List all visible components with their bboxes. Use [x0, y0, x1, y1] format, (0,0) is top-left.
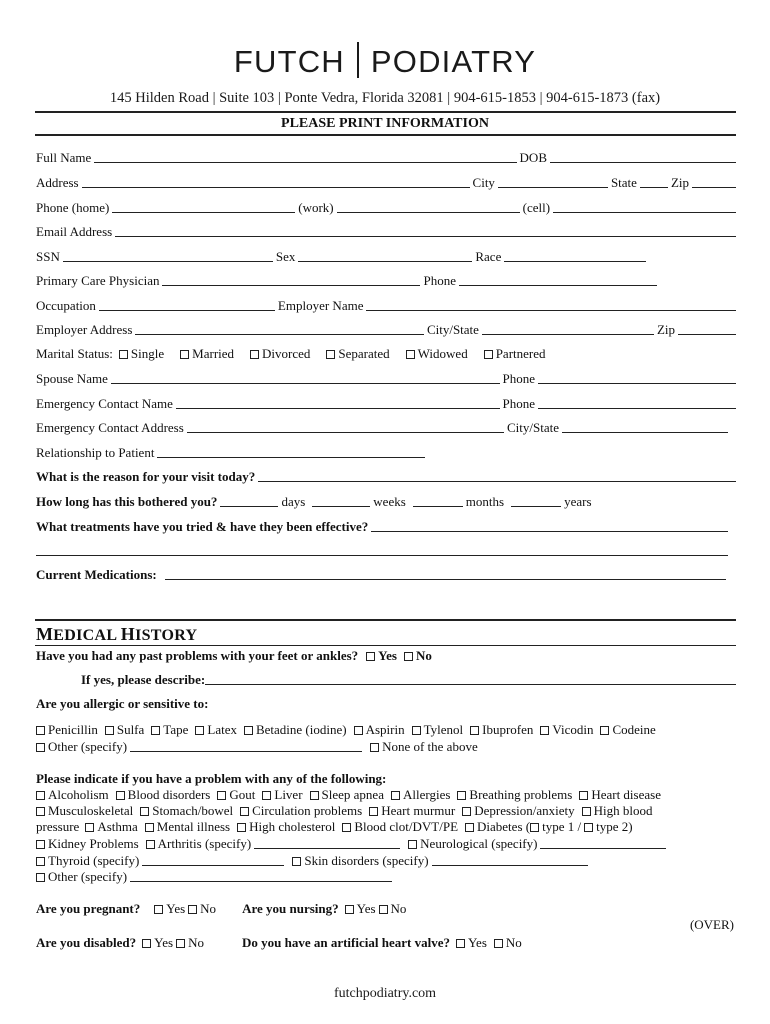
pregnant-yes[interactable]: Yes	[154, 900, 185, 918]
disabled-row	[36, 934, 736, 952]
checkbox[interactable]	[244, 726, 253, 735]
logo-word-futch: FUTCH	[233, 44, 345, 79]
allergy-vicodin[interactable]: Vicodin	[540, 721, 593, 739]
ssn-label: SSN	[36, 249, 60, 264]
medications-label: Current Medications:	[36, 567, 157, 582]
allergy-latex[interactable]: Latex	[195, 721, 237, 739]
condition-musculoskeletal[interactable]: Musculoskeletal	[36, 802, 133, 820]
logo-divider	[357, 42, 359, 78]
ssn-row	[36, 248, 736, 266]
condition-thyroid[interactable]: Thyroid (specify)	[36, 852, 139, 870]
weeks-label: weeks	[373, 494, 406, 509]
employer-city-state-field[interactable]	[482, 334, 654, 335]
checkbox[interactable]	[188, 905, 197, 914]
checkbox[interactable]	[145, 823, 154, 832]
spouse-name-field[interactable]	[111, 383, 500, 384]
checkbox[interactable]	[105, 726, 114, 735]
condition-gout[interactable]: Gout	[217, 786, 255, 804]
conditions-row-4	[36, 835, 736, 853]
days-field[interactable]	[220, 506, 278, 507]
email-field[interactable]	[115, 236, 736, 237]
relationship-field[interactable]	[157, 457, 425, 458]
spouse-row	[36, 370, 736, 388]
condition-arthritis[interactable]: Arthritis (specify)	[146, 835, 252, 853]
dob-label: DOB	[519, 150, 547, 165]
nursing-no[interactable]: No	[379, 900, 407, 918]
checkbox[interactable]	[465, 823, 474, 832]
checkbox[interactable]	[406, 350, 415, 359]
diabetes-type-1[interactable]: type 1 /	[530, 818, 581, 836]
full-name-field[interactable]	[94, 162, 516, 163]
checkbox[interactable]	[119, 350, 128, 359]
disabled-yes[interactable]: Yes	[142, 934, 173, 952]
allergy-betadine[interactable]: Betadine (iodine)	[244, 721, 347, 739]
emergency-address-field[interactable]	[187, 432, 504, 433]
days-label: days	[281, 494, 306, 509]
diabetes-type-2[interactable]: type 2)	[584, 818, 632, 836]
medical-history-underline	[35, 645, 736, 646]
checkbox[interactable]	[142, 939, 151, 948]
emergency-name-label: Emergency Contact Name	[36, 396, 173, 411]
duration-label: How long has this bothered you?	[36, 494, 218, 509]
allergy-other[interactable]: Other (specify)	[36, 738, 127, 756]
condition-breathing[interactable]: Breathing problems	[457, 786, 572, 804]
allergy-penicillin[interactable]: Penicillin	[36, 721, 98, 739]
checkbox[interactable]	[146, 840, 155, 849]
allergy-other-row	[36, 738, 736, 756]
condition-allergies[interactable]: Allergies	[391, 786, 450, 804]
condition-alcoholism[interactable]: Alcoholism	[36, 786, 109, 804]
months-field[interactable]	[413, 506, 463, 507]
employer-address-field[interactable]	[135, 334, 424, 335]
address-row	[36, 174, 736, 192]
medications-field[interactable]	[165, 579, 726, 580]
allergy-tylenol[interactable]: Tylenol	[412, 721, 464, 739]
condition-kidney[interactable]: Kidney Problems	[36, 835, 139, 853]
condition-heart-murmur[interactable]: Heart murmur	[369, 802, 455, 820]
condition-depression-anxiety[interactable]: Depression/anxiety	[462, 802, 574, 820]
email-row	[36, 223, 736, 241]
treatments-label: What treatments have you tried & have they been effective?	[36, 519, 369, 534]
checkbox[interactable]	[217, 791, 226, 800]
pcp-label: Primary Care Physician	[36, 273, 160, 288]
city-label: City	[472, 175, 495, 190]
sex-label: Sex	[275, 249, 296, 264]
condition-circulation[interactable]: Circulation problems	[240, 802, 362, 820]
condition-high-blood-pressure[interactable]: High blood	[582, 802, 653, 820]
checkbox[interactable]	[140, 807, 149, 816]
spouse-name-label: Spouse Name	[36, 371, 108, 386]
section-title: PLEASE PRINT INFORMATION	[281, 116, 489, 131]
checkbox[interactable]	[408, 840, 417, 849]
describe-row	[81, 671, 736, 689]
occupation-field[interactable]	[99, 310, 275, 311]
pregnant-no[interactable]: No	[188, 900, 216, 918]
zip-field[interactable]	[692, 187, 736, 188]
past-problems-no[interactable]: No	[404, 647, 432, 665]
checkbox[interactable]	[310, 791, 319, 800]
skin-field[interactable]	[432, 865, 588, 866]
pcp-row	[36, 272, 736, 290]
checkbox[interactable]	[484, 350, 493, 359]
employer-address-row	[36, 321, 736, 339]
address-field[interactable]	[82, 187, 470, 188]
checkbox[interactable]	[494, 939, 503, 948]
ssn-field[interactable]	[63, 261, 273, 262]
condition-blood-disorders[interactable]: Blood disorders	[116, 786, 211, 804]
address-label: Address	[36, 175, 79, 190]
past-problems-row	[36, 647, 736, 665]
condition-high-cholesterol[interactable]: High cholesterol	[237, 818, 335, 836]
heart-valve-label: Do you have an artificial heart valve?	[241, 935, 450, 950]
condition-blood-clot[interactable]: Blood clot/DVT/PE	[342, 818, 458, 836]
employer-address-label: Employer Address	[36, 322, 133, 337]
pregnant-row	[36, 900, 736, 918]
pcp-field[interactable]	[162, 285, 420, 286]
condition-heart-disease[interactable]: Heart disease	[579, 786, 661, 804]
occupation-label: Occupation	[36, 298, 96, 313]
checkbox[interactable]	[345, 905, 354, 914]
checkbox[interactable]	[462, 807, 471, 816]
allergies-heading: Are you allergic or sensitive to:	[36, 696, 209, 711]
phone-home-label: Phone (home)	[36, 200, 110, 215]
marital-option-separated[interactable]: Separated	[326, 345, 389, 363]
checkbox[interactable]	[195, 726, 204, 735]
duration-row	[36, 493, 736, 511]
checkbox[interactable]	[370, 743, 379, 752]
checkbox[interactable]	[36, 791, 45, 800]
employer-city-state-label: City/State	[426, 322, 479, 337]
describe-label: If yes, please describe:	[81, 672, 206, 687]
marital-option-married[interactable]: Married	[180, 345, 234, 363]
marital-option-divorced[interactable]: Divorced	[250, 345, 310, 363]
over-indicator: (OVER)	[689, 917, 734, 932]
disabled-no[interactable]: No	[176, 934, 204, 952]
checkbox[interactable]	[36, 807, 45, 816]
occupation-row	[36, 297, 736, 315]
checkbox[interactable]	[354, 726, 363, 735]
condition-skin[interactable]: Skin disorders (specify)	[292, 852, 428, 870]
emergency-name-field[interactable]	[176, 408, 500, 409]
website-footer: futchpodiatry.com	[333, 986, 437, 1001]
allergy-sulfa[interactable]: Sulfa	[105, 721, 144, 739]
months-label: months	[465, 494, 505, 509]
marital-option-single[interactable]: Single	[119, 345, 164, 363]
practice-logo	[0, 42, 770, 80]
race-label: Race	[475, 249, 502, 264]
allergy-aspirin[interactable]: Aspirin	[354, 721, 405, 739]
checkbox[interactable]	[116, 791, 125, 800]
thyroid-field[interactable]	[142, 865, 284, 866]
allergy-ibuprofen[interactable]: Ibuprofen	[470, 721, 533, 739]
heart-valve-yes[interactable]: Yes	[456, 934, 487, 952]
checkbox[interactable]	[584, 823, 593, 832]
checkbox[interactable]	[36, 726, 45, 735]
checkbox[interactable]	[176, 939, 185, 948]
reason-field[interactable]	[258, 481, 736, 482]
dob-field[interactable]	[550, 162, 736, 163]
spouse-phone-field[interactable]	[538, 383, 736, 384]
relationship-label: Relationship to Patient	[36, 445, 155, 460]
allergies-heading-row	[36, 695, 736, 713]
checkbox[interactable]	[366, 652, 375, 661]
checkbox[interactable]	[326, 350, 335, 359]
reason-row	[36, 468, 736, 486]
employer-name-field[interactable]	[366, 310, 736, 311]
phone-work-label: (work)	[298, 200, 334, 215]
phone-cell-field[interactable]	[553, 212, 736, 213]
condition-liver[interactable]: Liver	[262, 786, 302, 804]
pressure-continuation: pressure	[36, 819, 80, 834]
marital-status-label: Marital Status:	[36, 346, 113, 361]
condition-mental-illness[interactable]: Mental illness	[145, 818, 230, 836]
medical-history-rule	[35, 619, 736, 621]
describe-field[interactable]	[205, 684, 736, 685]
condition-stomach-bowel[interactable]: Stomach/bowel	[140, 802, 233, 820]
emergency-name-row	[36, 395, 736, 413]
years-label: years	[564, 494, 592, 509]
checkbox[interactable]	[85, 823, 94, 832]
years-field[interactable]	[511, 506, 561, 507]
heart-valve-no[interactable]: No	[494, 934, 522, 952]
past-problems-label: Have you had any past problems with your feet or ankles?	[36, 648, 359, 663]
condition-diabetes[interactable]: Diabetes (	[465, 818, 530, 836]
conditions-row-6	[36, 868, 736, 886]
nursing-yes[interactable]: Yes	[345, 900, 376, 918]
phone-home-field[interactable]	[112, 212, 295, 213]
allergy-tape[interactable]: Tape	[151, 721, 188, 739]
checkbox[interactable]	[237, 823, 246, 832]
checkbox[interactable]	[36, 857, 45, 866]
medical-history-heading: MEDICAL HISTORY	[36, 624, 198, 644]
logo-word-podiatry: PODIATRY	[370, 44, 537, 79]
checkbox[interactable]	[151, 726, 160, 735]
treatments-row	[36, 518, 736, 536]
email-label: Email Address	[36, 224, 113, 239]
checkbox[interactable]	[530, 823, 539, 832]
checkbox[interactable]	[342, 823, 351, 832]
disabled-label: Are you disabled?	[36, 935, 137, 950]
zip-label: Zip	[670, 175, 689, 190]
checkbox[interactable]	[36, 873, 45, 882]
condition-sleep-apnea[interactable]: Sleep apnea	[310, 786, 384, 804]
allergy-codeine[interactable]: Codeine	[600, 721, 655, 739]
relationship-row	[36, 444, 736, 462]
full-name-row	[36, 149, 736, 167]
condition-neurological[interactable]: Neurological (specify)	[408, 835, 537, 853]
past-problems-yes[interactable]: Yes	[366, 647, 397, 665]
emergency-city-state-label: City/State	[507, 420, 559, 435]
checkbox[interactable]	[540, 726, 549, 735]
allergy-other-field[interactable]	[130, 751, 362, 752]
checkbox[interactable]	[600, 726, 609, 735]
city-field[interactable]	[498, 187, 608, 188]
checkbox[interactable]	[292, 857, 301, 866]
medications-row	[36, 566, 736, 584]
emergency-address-row	[36, 419, 736, 437]
condition-asthma[interactable]: Asthma	[85, 818, 137, 836]
marital-option-widowed[interactable]: Widowed	[406, 345, 468, 363]
checkbox[interactable]	[456, 939, 465, 948]
employer-name-label: Employer Name	[277, 298, 364, 313]
spouse-phone-label: Phone	[502, 371, 535, 386]
state-field[interactable]	[640, 187, 668, 188]
phone-work-field[interactable]	[337, 212, 520, 213]
race-field[interactable]	[504, 261, 646, 262]
employer-zip-field[interactable]	[678, 334, 736, 335]
marital-option-partnered[interactable]: Partnered	[484, 345, 546, 363]
checkbox[interactable]	[579, 791, 588, 800]
conditions-heading: Please indicate if you have a problem with any of the following:	[36, 771, 387, 786]
employer-zip-label: Zip	[656, 322, 675, 337]
sex-field[interactable]	[298, 261, 472, 262]
condition-other[interactable]: Other (specify)	[36, 868, 127, 886]
condition-other-field[interactable]	[130, 881, 392, 882]
marital-status-row	[36, 345, 736, 363]
checkbox[interactable]	[470, 726, 479, 735]
checkbox[interactable]	[369, 807, 378, 816]
pcp-phone-field[interactable]	[459, 285, 657, 286]
full-name-label: Full Name	[36, 150, 92, 165]
allergy-options-row	[36, 721, 736, 739]
treatments-continuation-row	[36, 542, 736, 560]
reason-label: What is the reason for your visit today?	[36, 469, 256, 484]
checkbox[interactable]	[250, 350, 259, 359]
header-rule	[35, 111, 736, 113]
treatments-field[interactable]	[371, 531, 728, 532]
checkbox[interactable]	[36, 743, 45, 752]
arthritis-field[interactable]	[254, 848, 400, 849]
checkbox[interactable]	[379, 905, 388, 914]
emergency-address-label: Emergency Contact Address	[36, 420, 184, 435]
checkbox[interactable]	[412, 726, 421, 735]
emergency-phone-field[interactable]	[538, 408, 736, 409]
checkbox[interactable]	[582, 807, 591, 816]
practice-address: 145 Hilden Road | Suite 103 | Ponte Vedra, Florida 32081 | 904-615-1853 | 904-615-1873 (fax)	[109, 90, 661, 106]
emergency-phone-label: Phone	[502, 396, 535, 411]
state-label: State	[610, 175, 637, 190]
phone-cell-label: (cell)	[522, 200, 551, 215]
checkbox[interactable]	[262, 791, 271, 800]
nursing-label: Are you nursing?	[242, 901, 339, 916]
checkbox[interactable]	[180, 350, 189, 359]
emergency-city-state-field[interactable]	[562, 432, 728, 433]
checkbox[interactable]	[457, 791, 466, 800]
pcp-phone-label: Phone	[423, 273, 456, 288]
checkbox[interactable]	[154, 905, 163, 914]
section-rule	[35, 134, 736, 136]
allergy-none[interactable]: None of the above	[370, 738, 478, 756]
checkbox[interactable]	[391, 791, 400, 800]
checkbox[interactable]	[404, 652, 413, 661]
weeks-field[interactable]	[312, 506, 370, 507]
treatments-field-line2[interactable]	[36, 555, 728, 556]
checkbox[interactable]	[36, 840, 45, 849]
phone-row	[36, 199, 736, 217]
pregnant-label: Are you pregnant?	[36, 901, 141, 916]
neurological-field[interactable]	[540, 848, 666, 849]
conditions-row-3	[36, 818, 736, 836]
checkbox[interactable]	[240, 807, 249, 816]
